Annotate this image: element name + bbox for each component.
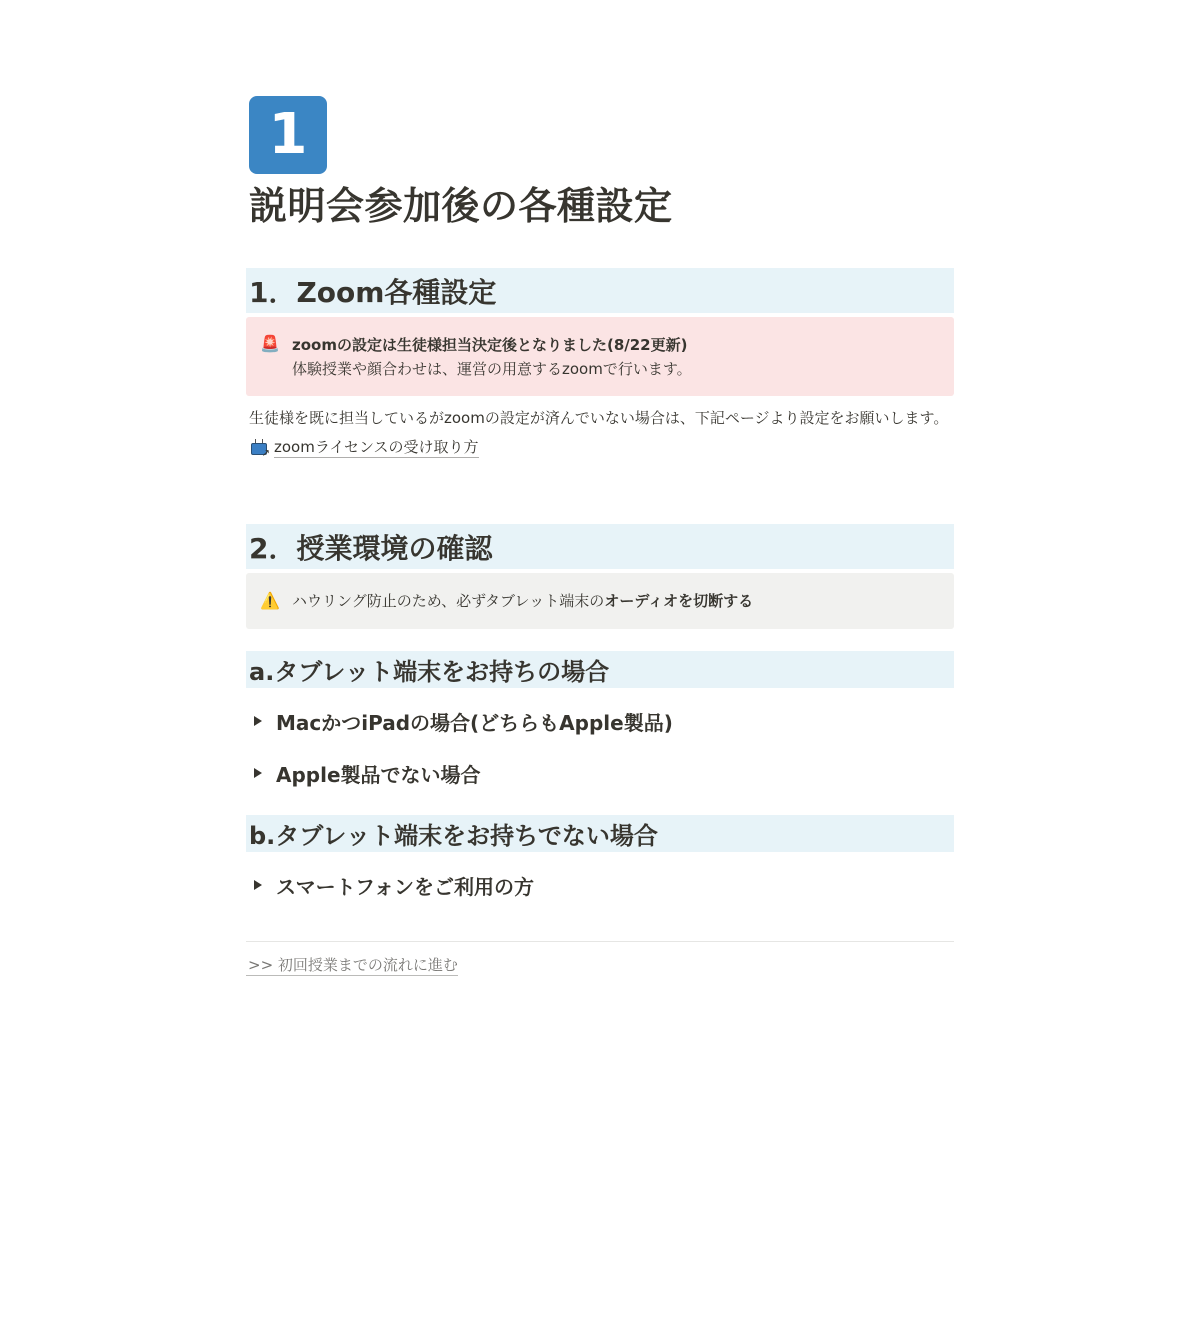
subheading-label: b.タブレット端末をお持ちでない場合 [249,822,658,850]
toggle-arrow-icon[interactable] [254,716,262,726]
toggle-arrow-icon[interactable] [254,768,262,778]
toggle-arrow-icon[interactable] [254,880,262,890]
divider [246,941,954,942]
zoom-license-link-label[interactable]: zoomライセンスの受け取り方 [274,438,479,456]
zoom-paragraph: 生徒様を既に担当しているがzoomの設定が済んでいない場合は、下記ページより設定をお願いします。 [249,409,949,427]
toggle-non-apple[interactable] [246,747,954,799]
toggle-mac-ipad[interactable] [246,695,954,747]
howling-warning-callout [246,573,954,629]
callout-text: ハウリング防止のため、必ずタブレット端末の [292,592,605,610]
subheading-with-tablet [246,651,954,688]
section-heading-zoom-settings [246,268,954,313]
next-page-link[interactable]: >> 初回授業までの流れに進む [248,956,458,974]
section-heading-label: 2．授業環境の確認 [249,531,493,565]
warning-icon: ⚠️ [260,591,280,610]
zoom-license-link[interactable] [246,437,954,458]
page-title: 説明会参加後の各種設定 [249,184,673,228]
page-content [246,0,954,976]
toggle-label: Apple製品でない場合 [276,762,481,787]
television-icon: ↗ [249,439,269,457]
toggle-smartphone[interactable] [246,859,954,911]
callout-body [292,589,753,613]
subheading-label: a.タブレット端末をお持ちの場合 [249,658,610,686]
section-heading-label: 1．Zoom各種設定 [249,275,497,309]
toggle-label: スマートフォンをご利用の方 [276,874,534,899]
page-icon-label: 1 [268,102,308,167]
section-heading-class-environment [246,524,954,569]
callout-body [292,333,692,380]
subheading-without-tablet [246,815,954,852]
page-icon-number-one[interactable] [249,96,327,174]
rotating-light-icon: 🚨 [260,334,280,353]
zoom-notice-callout [246,317,954,396]
toggle-label: MacかつiPadの場合(どちらもApple製品) [276,710,673,735]
callout-emphasis: オーディオを切断する [604,592,754,610]
callout-description: 体験授業や顔合わせは、運営の用意するzoomで行います。 [292,360,692,378]
callout-title: zoomの設定は生徒様担当決定後となりました(8/22更新) [292,336,688,354]
